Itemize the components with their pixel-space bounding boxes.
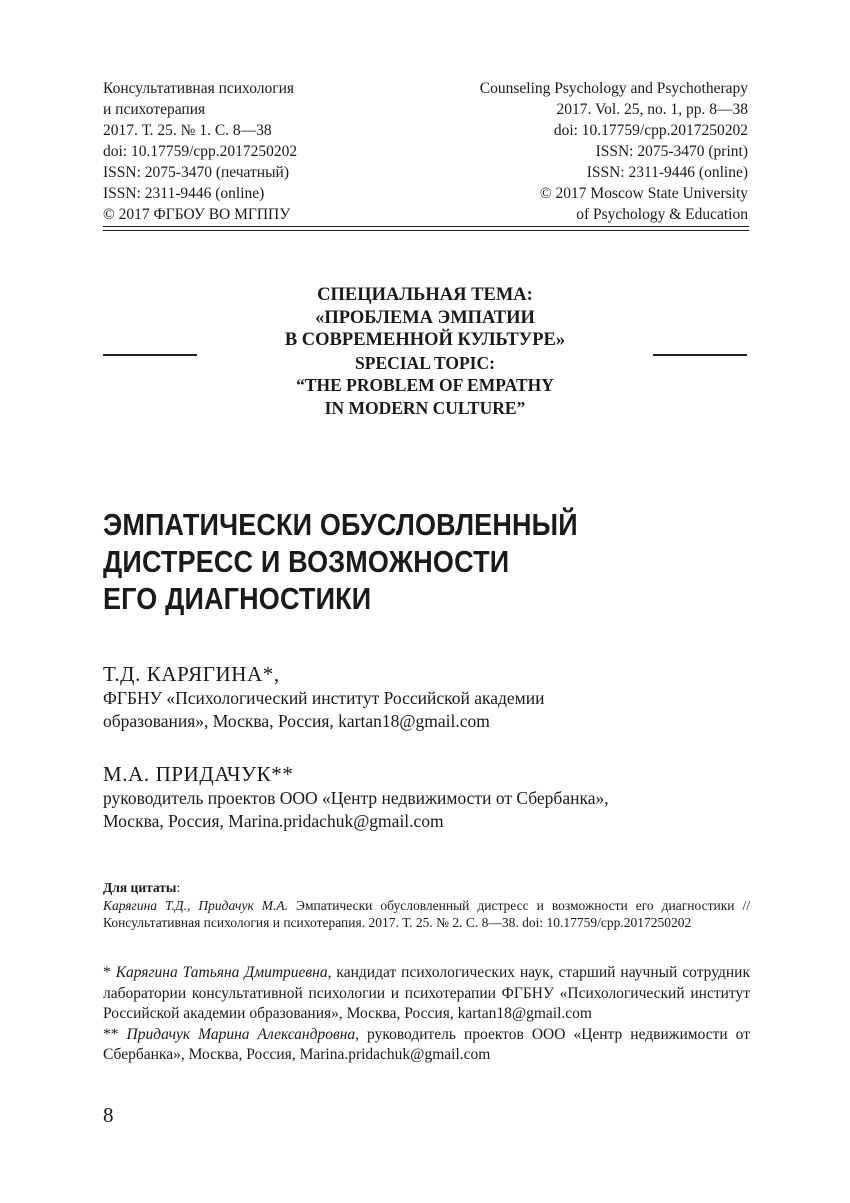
header-line: Консультативная психология bbox=[103, 80, 295, 97]
special-topic-line: SPECIAL TOPIC: bbox=[355, 352, 495, 373]
special-topic-rule-left bbox=[103, 354, 197, 356]
citation: Для цитаты: Карягина Т.Д., Придачук М.А. Эмпатически обусловленный дистресс и возможности его диагностики // Консультативная психология и психотерапия. 2017. Т. 25. № 2. С. 8—38. doi: 10.17759/cpp.2017250202 bbox=[103, 880, 750, 930]
author-name: Т.Д. КАРЯГИНА*, bbox=[103, 662, 280, 686]
header-line: ISSN: 2075-3470 (печатный) bbox=[103, 164, 289, 181]
header-line: 2017. Vol. 25, no. 1, pp. 8—38 bbox=[556, 101, 748, 118]
citation-label: Для цитаты bbox=[103, 880, 177, 895]
author-affiliation: образования», Москва, Россия, kartan18@gmail.com bbox=[103, 711, 490, 731]
footnote-text: , руководитель проектов ООО «Центр недвижимости от Сбербанка», Москва, Россия, Marina.pridachuk@gmail.com bbox=[103, 1025, 750, 1063]
header-line: 2017. Т. 25. № 1. С. 8—38 bbox=[103, 122, 272, 139]
author-block bbox=[103, 661, 545, 733]
page-number: 8 bbox=[103, 1103, 114, 1127]
special-topic-line: СПЕЦИАЛЬНАЯ ТЕМА: bbox=[317, 285, 533, 305]
citation-authors: Карягина Т.Д., Придачук М.А. bbox=[103, 897, 289, 913]
special-topic-rule-right bbox=[653, 354, 747, 356]
header-line: ISSN: 2311-9446 (online) bbox=[103, 185, 265, 202]
title-line: ЭМПАТИЧЕСКИ ОБУСЛОВЛЕННЫЙ bbox=[103, 507, 578, 542]
header-line: doi: 10.17759/cpp.2017250202 bbox=[103, 143, 298, 160]
footnote-name: Карягина Татьяна Дмитриевна bbox=[115, 964, 328, 981]
author-affiliation: Москва, Россия, Marina.pridachuk@gmail.com bbox=[103, 811, 444, 831]
header-line: © 2017 Moscow State University bbox=[539, 185, 748, 202]
author-affiliation: ФГБНУ «Психологический институт Российской академии bbox=[103, 688, 545, 708]
footnote-mark: ** bbox=[103, 1025, 119, 1043]
header-line: of Psychology & Education bbox=[576, 206, 748, 223]
special-topic bbox=[200, 284, 650, 419]
footnote bbox=[103, 963, 750, 1025]
header-line: Counseling Psychology and Psychotherapy bbox=[479, 80, 748, 97]
article-title bbox=[103, 506, 578, 617]
citation-text: Эмпатически обусловленный дистресс и возможности его диагностики // Консультативная психология и психотерапия. 2017. Т. 25. № 2. С. 8—38. doi: 10.17759/cpp.2017250202 bbox=[103, 897, 750, 930]
footnote-mark: * bbox=[103, 964, 111, 981]
header-line: © 2017 ФГБОУ ВО МГППУ bbox=[103, 206, 291, 223]
footnote-name: Придачук Марина Александровна bbox=[126, 1025, 356, 1043]
header-line: ISSN: 2311-9446 (online) bbox=[586, 164, 748, 181]
footnotes bbox=[103, 963, 750, 1066]
header-line: и психотерапия bbox=[103, 101, 206, 118]
footnote bbox=[103, 1025, 750, 1066]
author-affiliation: руководитель проектов ООО «Центр недвижимости от Сбербанка», bbox=[103, 788, 609, 808]
special-topic-line: «ПРОБЛЕМА ЭМПАТИИ bbox=[315, 307, 535, 328]
footnote-text: , кандидат психологических наук, старший научный сотрудник лаборатории консультативной психологии и психотерапии ФГБНУ «Психологический институт Российской академии образования», Москва, Россия, kartan18@gmail.com bbox=[103, 964, 750, 1022]
header-line: ISSN: 2075-3470 (print) bbox=[595, 143, 748, 160]
header-line: doi: 10.17759/cpp.2017250202 bbox=[553, 122, 748, 139]
journal-header-ru bbox=[103, 78, 297, 225]
title-line: ДИСТРЕСС И ВОЗМОЖНОСТИ bbox=[103, 544, 510, 579]
journal-header-en bbox=[480, 78, 748, 225]
special-topic-line: В СОВРЕМЕННОЙ КУЛЬТУРЕ» bbox=[284, 330, 566, 350]
author-block bbox=[103, 761, 609, 833]
special-topic-line: IN MODERN CULTURE” bbox=[324, 397, 526, 418]
header-divider bbox=[103, 230, 749, 231]
special-topic-line: “THE PROBLEM OF EMPATHY bbox=[296, 375, 554, 395]
title-line: ЕГО ДИАГНОСТИКИ bbox=[103, 581, 372, 616]
header-divider bbox=[103, 226, 749, 227]
author-name: М.А. ПРИДАЧУК** bbox=[103, 762, 294, 786]
